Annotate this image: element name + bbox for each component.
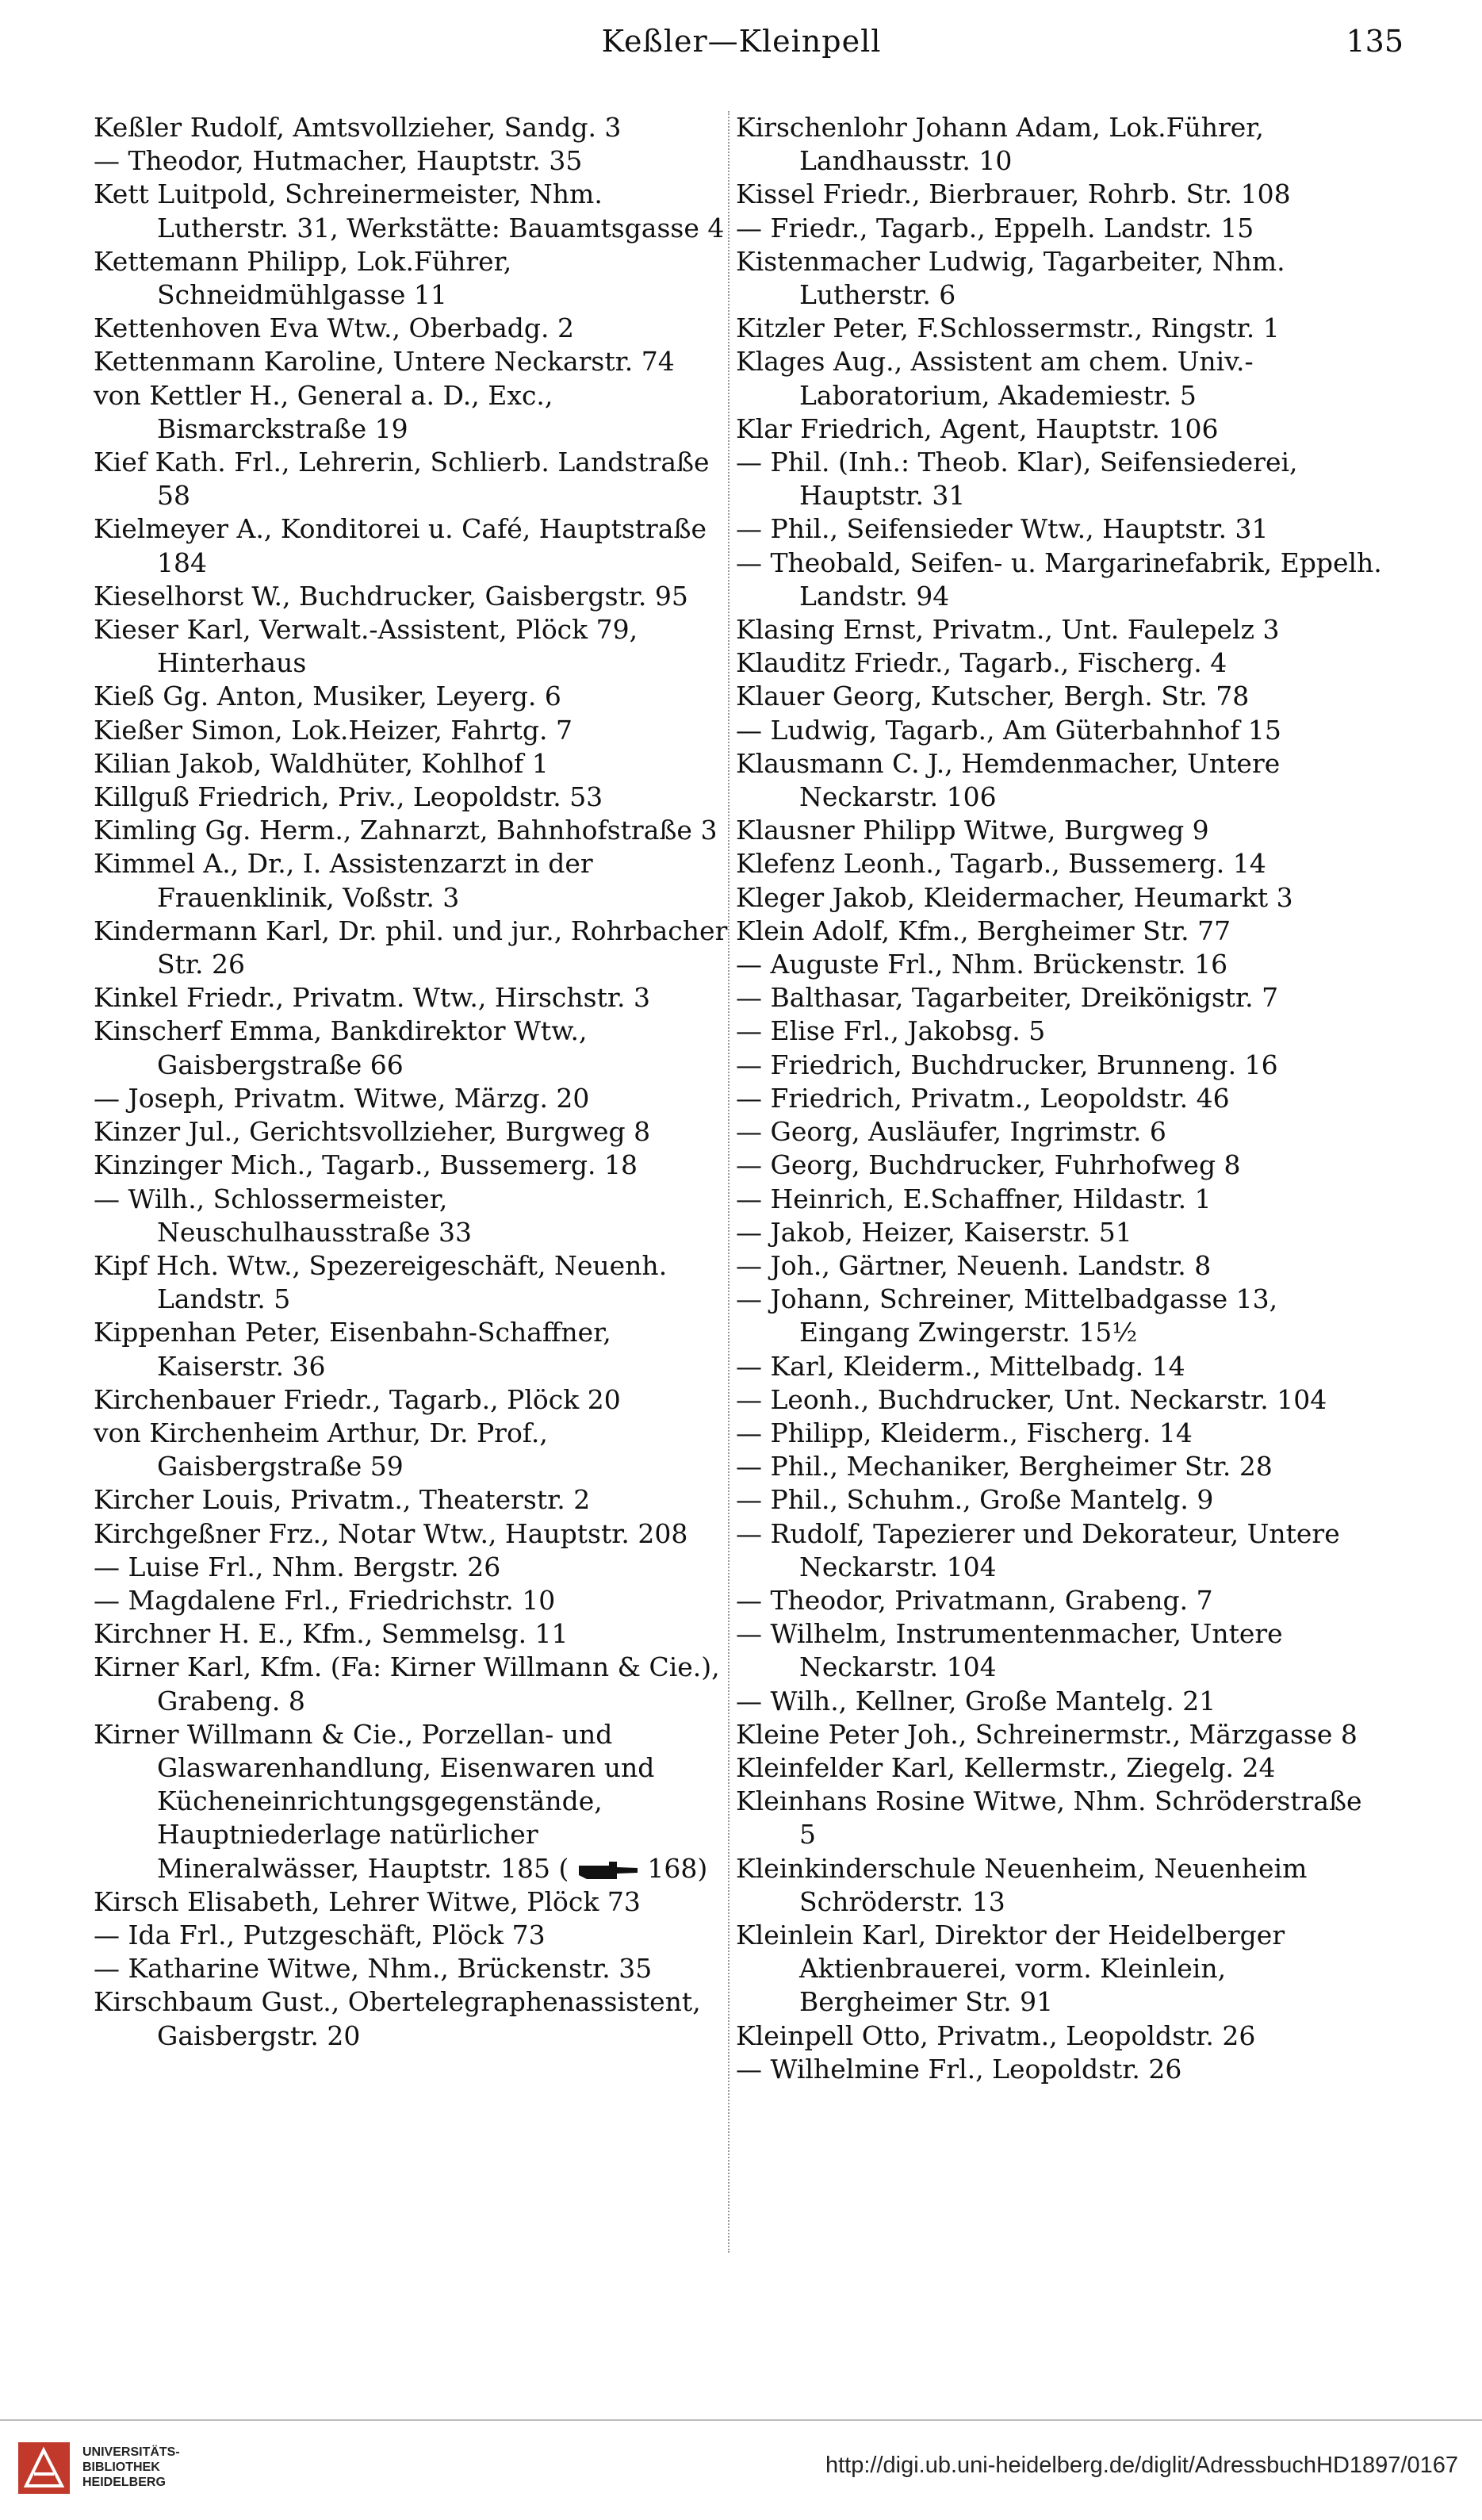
right-column-entry — [736, 1852, 1386, 1919]
entry-text: Kießer Simon, Lok.Heizer, Fahrtg. 7 — [94, 714, 573, 746]
entry-text: Kirschbaum Gust., Obertelegraphenassistent, Gaisbergstr. 20 — [94, 1986, 701, 2051]
left-column-entry — [94, 111, 728, 144]
left-column-entry — [94, 245, 728, 312]
entry-text: von Kettler H., General a. D., Exc., Bismarckstraße 19 — [94, 379, 553, 444]
entry-text: — Luise Frl., Nhm. Bergstr. 26 — [94, 1551, 501, 1582]
entry-text: Kieß Gg. Anton, Musiker, Leyerg. 6 — [94, 681, 561, 712]
left-column-entry — [94, 1115, 728, 1149]
left-column-entry — [94, 680, 728, 713]
entry-text: — Theodor, Privatmann, Grabeng. 7 — [736, 1584, 1213, 1616]
entry-text: — Wilh., Kellner, Große Mantelg. 21 — [736, 1685, 1216, 1716]
entry-text: — Magdalene Frl., Friedrichstr. 10 — [94, 1584, 556, 1616]
entry-text: — Balthasar, Tagarbeiter, Dreikönigstr. 7 — [736, 982, 1279, 1014]
entry-text: — Ludwig, Tagarb., Am Güterbahnhof 15 — [736, 714, 1281, 746]
right-column-entry — [736, 747, 1386, 814]
entry-text: — Philipp, Kleiderm., Fischerg. 14 — [736, 1417, 1193, 1448]
entry-text: — Joseph, Privatm. Witwe, Märzg. 20 — [94, 1082, 590, 1114]
entry-text: Kleinfelder Karl, Kellermstr., Ziegelg. 24 — [736, 1751, 1276, 1783]
right-column-entry — [736, 981, 1386, 1015]
left-column — [94, 111, 728, 2053]
left-column-entry — [94, 379, 728, 446]
right-column-entry — [736, 1149, 1386, 1182]
entry-text: Kistenmacher Ludwig, Tagarbeiter, Nhm. Lutherstr. 6 — [736, 245, 1285, 311]
entry-text: Kief Kath. Frl., Lehrerin, Schlierb. Landstraße 58 — [94, 447, 710, 512]
entry-text: Klasing Ernst, Privatm., Unt. Faulepelz 3 — [736, 614, 1280, 646]
entry-text: Kleinpell Otto, Privatm., Leopoldstr. 26 — [736, 2019, 1256, 2051]
left-column-entry — [94, 312, 728, 345]
left-column-entry — [94, 1517, 728, 1551]
right-column-entry — [736, 881, 1386, 915]
left-column-entry — [94, 1383, 728, 1417]
right-column-entry — [736, 1216, 1386, 1249]
entry-text: — Wilh., Schlossermeister, Neuschulhausstraße 33 — [94, 1183, 472, 1248]
left-column-entry — [94, 747, 728, 781]
entry-text: — Katharine Witwe, Nhm., Brückenstr. 35 — [94, 1953, 653, 1985]
entry-text: — Joh., Gärtner, Neuenh. Landstr. 8 — [736, 1249, 1212, 1281]
entry-text: Kirchenbauer Friedr., Tagarb., Plöck 20 — [94, 1383, 621, 1415]
entry-text: — Friedr., Tagarb., Eppelh. Landstr. 15 — [736, 212, 1254, 244]
right-column-entry — [736, 312, 1386, 345]
left-column-entry — [94, 1417, 728, 1483]
right-column-entry — [736, 680, 1386, 713]
entry-text: Kimling Gg. Herm., Zahnarzt, Bahnhofstraße 3 — [94, 815, 718, 846]
left-column-entry — [94, 981, 728, 1015]
right-column-entry — [736, 1785, 1386, 1851]
right-column-entry — [736, 111, 1386, 178]
entry-text: — Phil., Schuhm., Große Mantelg. 9 — [736, 1484, 1214, 1516]
library-name — [82, 2445, 180, 2490]
entry-text: — Phil., Seifensieder Wtw., Hauptstr. 31 — [736, 513, 1269, 545]
entry-text: — Georg, Ausläufer, Ingrimstr. 6 — [736, 1116, 1166, 1148]
left-column-entry — [94, 446, 728, 512]
right-column-entry — [736, 1718, 1386, 1751]
entry-text: Kleinkinderschule Neuenheim, Neuenheim Schröderstr. 13 — [736, 1852, 1308, 1917]
right-column-entry — [736, 814, 1386, 847]
entry-text: — Georg, Buchdrucker, Fuhrhofweg 8 — [736, 1149, 1241, 1181]
entry-text: Kleinlein Karl, Direktor der Heidelberger Aktienbrauerei, vorm. Kleinlein, Bergheimer Str. 91 — [736, 1919, 1285, 2018]
right-column-entry — [736, 646, 1386, 680]
right-column-entry — [736, 613, 1386, 646]
footer-url[interactable]: http://digi.ub.uni-heidelberg.de/diglit/AdressbuchHD1897/0167 — [825, 2453, 1458, 2478]
entry-text: Kirchgeßner Frz., Notar Wtw., Hauptstr. 208 — [94, 1517, 688, 1549]
entry-text: — Friedrich, Privatm., Leopoldstr. 46 — [736, 1082, 1230, 1114]
left-column-entry — [94, 781, 728, 814]
pointing-hand-telephone-icon — [577, 1859, 639, 1881]
entry-text: Keßler Rudolf, Amtsvollzieher, Sandg. 3 — [94, 112, 622, 143]
left-column-entry — [94, 1952, 728, 1985]
left-column-entry — [94, 1985, 728, 2052]
left-column-entry — [94, 1584, 728, 1617]
entry-text: Kieselhorst W., Buchdrucker, Gaisbergstr. 95 — [94, 580, 688, 612]
left-column-entry — [94, 814, 728, 847]
entry-text: — Jakob, Heizer, Kaiserstr. 51 — [736, 1216, 1132, 1248]
right-column-entry — [736, 2053, 1386, 2086]
running-head: Keßler—Kleinpell — [601, 24, 882, 59]
right-column-entry — [736, 1685, 1386, 1718]
right-column-entry — [736, 714, 1386, 747]
right-column-entry — [736, 1417, 1386, 1450]
right-column-entry — [736, 1249, 1386, 1283]
right-column-entry — [736, 1383, 1386, 1417]
right-column-entry — [736, 446, 1386, 512]
entry-text: — Ida Frl., Putzgeschäft, Plöck 73 — [94, 1919, 546, 1950]
entry-text: — Theobald, Seifen- u. Margarinefabrik, Eppelh. Landstr. 94 — [736, 547, 1382, 612]
right-column-entry — [736, 1283, 1386, 1349]
left-column-entry — [94, 1651, 728, 1717]
right-column-entry — [736, 1617, 1386, 1684]
entry-text: Kinscherf Emma, Bankdirektor Wtw., Gaisbergstraße 66 — [94, 1015, 588, 1080]
library-name-line1: UNIVERSITÄTS- — [82, 2445, 180, 2459]
entry-text: Klausner Philipp Witwe, Burgweg 9 — [736, 815, 1209, 846]
left-column-entry — [94, 1149, 728, 1182]
entry-text: Klauer Georg, Kutscher, Bergh. Str. 78 — [736, 681, 1250, 712]
left-column-entry — [94, 1885, 728, 1919]
entry-text: — Karl, Kleiderm., Mittelbadg. 14 — [736, 1350, 1185, 1382]
right-column-entry — [736, 1751, 1386, 1785]
left-column-entry — [94, 714, 728, 747]
entry-text: Kieser Karl, Verwalt.-Assistent, Plöck 79, Hinterhaus — [94, 614, 638, 679]
left-column-entry — [94, 1718, 728, 1885]
left-column-entry — [94, 580, 728, 613]
left-column-entry — [94, 1551, 728, 1584]
right-column-entry — [736, 1049, 1386, 1082]
entry-text: Killguß Friedrich, Priv., Leopoldstr. 53 — [94, 781, 603, 813]
entry-text: Kleine Peter Joh., Schreinermstr., Märzgasse 8 — [736, 1718, 1358, 1750]
left-column-entry — [94, 613, 728, 680]
entry-text: Kirner Willmann & Cie., Porzellan- und Glaswarenhandlung, Eisenwaren und Kücheneinrichtungsgegenstände, Hauptniederlage natürlicher Mineralwässer, Hauptstr. 185 ( — [94, 1718, 655, 1884]
right-column-entry — [736, 847, 1386, 880]
right-column-entry — [736, 412, 1386, 446]
entry-text: Kinzer Jul., Gerichtsvollzieher, Burgweg 8 — [94, 1116, 651, 1148]
right-column-entry — [736, 948, 1386, 981]
right-column-entry — [736, 212, 1386, 245]
right-column-entry — [736, 1483, 1386, 1517]
entry-text: Kitzler Peter, F.Schlossermstr., Ringstr. 1 — [736, 313, 1280, 344]
entry-text: Kirschenlohr Johann Adam, Lok.Führer, Landhausstr. 10 — [736, 112, 1264, 177]
entry-text: von Kirchenheim Arthur, Dr. Prof., Gaisbergstraße 59 — [94, 1417, 548, 1482]
entry-text: — Leonh., Buchdrucker, Unt. Neckarstr. 104 — [736, 1383, 1327, 1415]
entry-text: Kimmel A., Dr., I. Assistenzarzt in der Frauenklinik, Voßstr. 3 — [94, 848, 593, 913]
left-column-entry — [94, 512, 728, 579]
entry-text: Kissel Friedr., Bierbrauer, Rohrb. Str. 108 — [736, 178, 1291, 210]
entry-text: Kettemann Philipp, Lok.Führer, Schneidmühlgasse 11 — [94, 245, 512, 311]
right-column-entry — [736, 245, 1386, 312]
footer — [0, 2419, 1482, 2520]
entry-text: Kirner Karl, Kfm. (Fa: Kirner Willmann & Cie.), Grabeng. 8 — [94, 1651, 720, 1716]
right-column-entry — [736, 2019, 1386, 2053]
left-column-entry — [94, 1919, 728, 1952]
page-number: 135 — [1346, 24, 1403, 59]
entry-text: Kirsch Elisabeth, Lehrer Witwe, Plöck 73 — [94, 1885, 641, 1917]
left-column-entry — [94, 144, 728, 178]
entry-text: Kircher Louis, Privatm., Theaterstr. 2 — [94, 1484, 591, 1516]
entry-text: Klauditz Friedr., Tagarb., Fischerg. 4 — [736, 647, 1227, 679]
entry-text: Klausmann C. J., Hemdenmacher, Untere Neckarstr. 106 — [736, 747, 1281, 813]
entry-text: Kleger Jakob, Kleidermacher, Heumarkt 3 — [736, 881, 1293, 913]
entry-text: Kipf Hch. Wtw., Spezereigeschäft, Neuenh. Landstr. 5 — [94, 1249, 668, 1315]
entry-text: — Phil., Mechaniker, Bergheimer Str. 28 — [736, 1451, 1273, 1482]
right-column-entry — [736, 1115, 1386, 1149]
entry-text: Kettenmann Karoline, Untere Neckarstr. 74 — [94, 346, 675, 378]
entry-text: Kett Luitpold, Schreinermeister, Nhm. Lutherstr. 31, Werkstätte: Bauamtsgasse 4 — [94, 178, 725, 244]
entry-text: — Johann, Schreiner, Mittelbadgasse 13, Eingang Zwingerstr. 15½ — [736, 1283, 1278, 1348]
entry-text: Kettenhoven Eva Wtw., Oberbadg. 2 — [94, 313, 575, 344]
entry-text: — Wilhelmine Frl., Leopoldstr. 26 — [736, 2053, 1182, 2085]
right-column-entry — [736, 1584, 1386, 1617]
left-column-entry — [94, 1316, 728, 1383]
left-column-entry — [94, 345, 728, 378]
right-column-entry — [736, 1015, 1386, 1048]
right-column-entry — [736, 1350, 1386, 1383]
right-column-entry — [736, 512, 1386, 546]
entry-text: Klar Friedrich, Agent, Hauptstr. 106 — [736, 412, 1219, 444]
left-column-entry — [94, 915, 728, 981]
right-column-entry — [736, 1517, 1386, 1584]
entry-text: Kinkel Friedr., Privatm. Wtw., Hirschstr. 3 — [94, 982, 650, 1014]
left-column-entry — [94, 1617, 728, 1651]
left-column-entry — [94, 178, 728, 244]
right-column-entry — [736, 178, 1386, 211]
left-column-entry — [94, 1483, 728, 1517]
entry-text: Kleinhans Rosine Witwe, Nhm. Schröderstraße 5 — [736, 1785, 1362, 1851]
entry-text: Klages Aug., Assistent am chem. Univ.-Laboratorium, Akademiestr. 5 — [736, 346, 1254, 411]
right-column-entry — [736, 1183, 1386, 1216]
entry-text: — Theodor, Hutmacher, Hauptstr. 35 — [94, 145, 583, 177]
page-header — [79, 17, 1403, 73]
left-column-entry — [94, 847, 728, 914]
phone-number: 168) — [638, 1852, 708, 1884]
entry-text: Kippenhan Peter, Eisenbahn-Schaffner, Kaiserstr. 36 — [94, 1317, 611, 1382]
left-column-entry — [94, 1082, 728, 1115]
right-column-entry — [736, 1919, 1386, 2019]
left-column-entry — [94, 1015, 728, 1081]
left-column-entry — [94, 1183, 728, 1249]
entry-text: — Elise Frl., Jakobsg. 5 — [736, 1015, 1046, 1047]
right-column-entry — [736, 547, 1386, 613]
entry-text: Kilian Jakob, Waldhüter, Kohlhof 1 — [94, 747, 549, 779]
entry-text: — Auguste Frl., Nhm. Brückenstr. 16 — [736, 949, 1228, 980]
right-column-entry — [736, 915, 1386, 948]
right-column-entry — [736, 345, 1386, 412]
entry-text: Kielmeyer A., Konditorei u. Café, Hauptstraße 184 — [94, 513, 707, 578]
library-name-line2: BIBLIOTHEK — [82, 2461, 160, 2474]
right-column — [736, 111, 1386, 2086]
entry-text: — Heinrich, E.Schaffner, Hildastr. 1 — [736, 1183, 1212, 1214]
right-column-entry — [736, 1450, 1386, 1483]
left-column-entry — [94, 1249, 728, 1316]
entry-text: — Friedrich, Buchdrucker, Brunneng. 16 — [736, 1049, 1278, 1080]
column-divider — [728, 111, 730, 2253]
entry-text: Kindermann Karl, Dr. phil. und jur., Rohrbacher Str. 26 — [94, 915, 728, 980]
entry-text: Kinzinger Mich., Tagarb., Bussemerg. 18 — [94, 1149, 638, 1181]
library-name-line3: HEIDELBERG — [82, 2476, 166, 2489]
entry-text: Kirchner H. E., Kfm., Semmelsg. 11 — [94, 1618, 569, 1650]
right-column-entry — [736, 1082, 1386, 1115]
entry-text: Klefenz Leonh., Tagarb., Bussemerg. 14 — [736, 848, 1266, 880]
entry-text: Klein Adolf, Kfm., Bergheimer Str. 77 — [736, 915, 1231, 946]
entry-text: — Wilhelm, Instrumentenmacher, Untere Neckarstr. 104 — [736, 1618, 1283, 1683]
entry-text: — Phil. (Inh.: Theob. Klar), Seifensiederei, Hauptstr. 31 — [736, 447, 1298, 512]
library-logo-icon — [14, 2438, 74, 2498]
entry-text: — Rudolf, Tapezierer und Dekorateur, Untere Neckarstr. 104 — [736, 1517, 1340, 1582]
